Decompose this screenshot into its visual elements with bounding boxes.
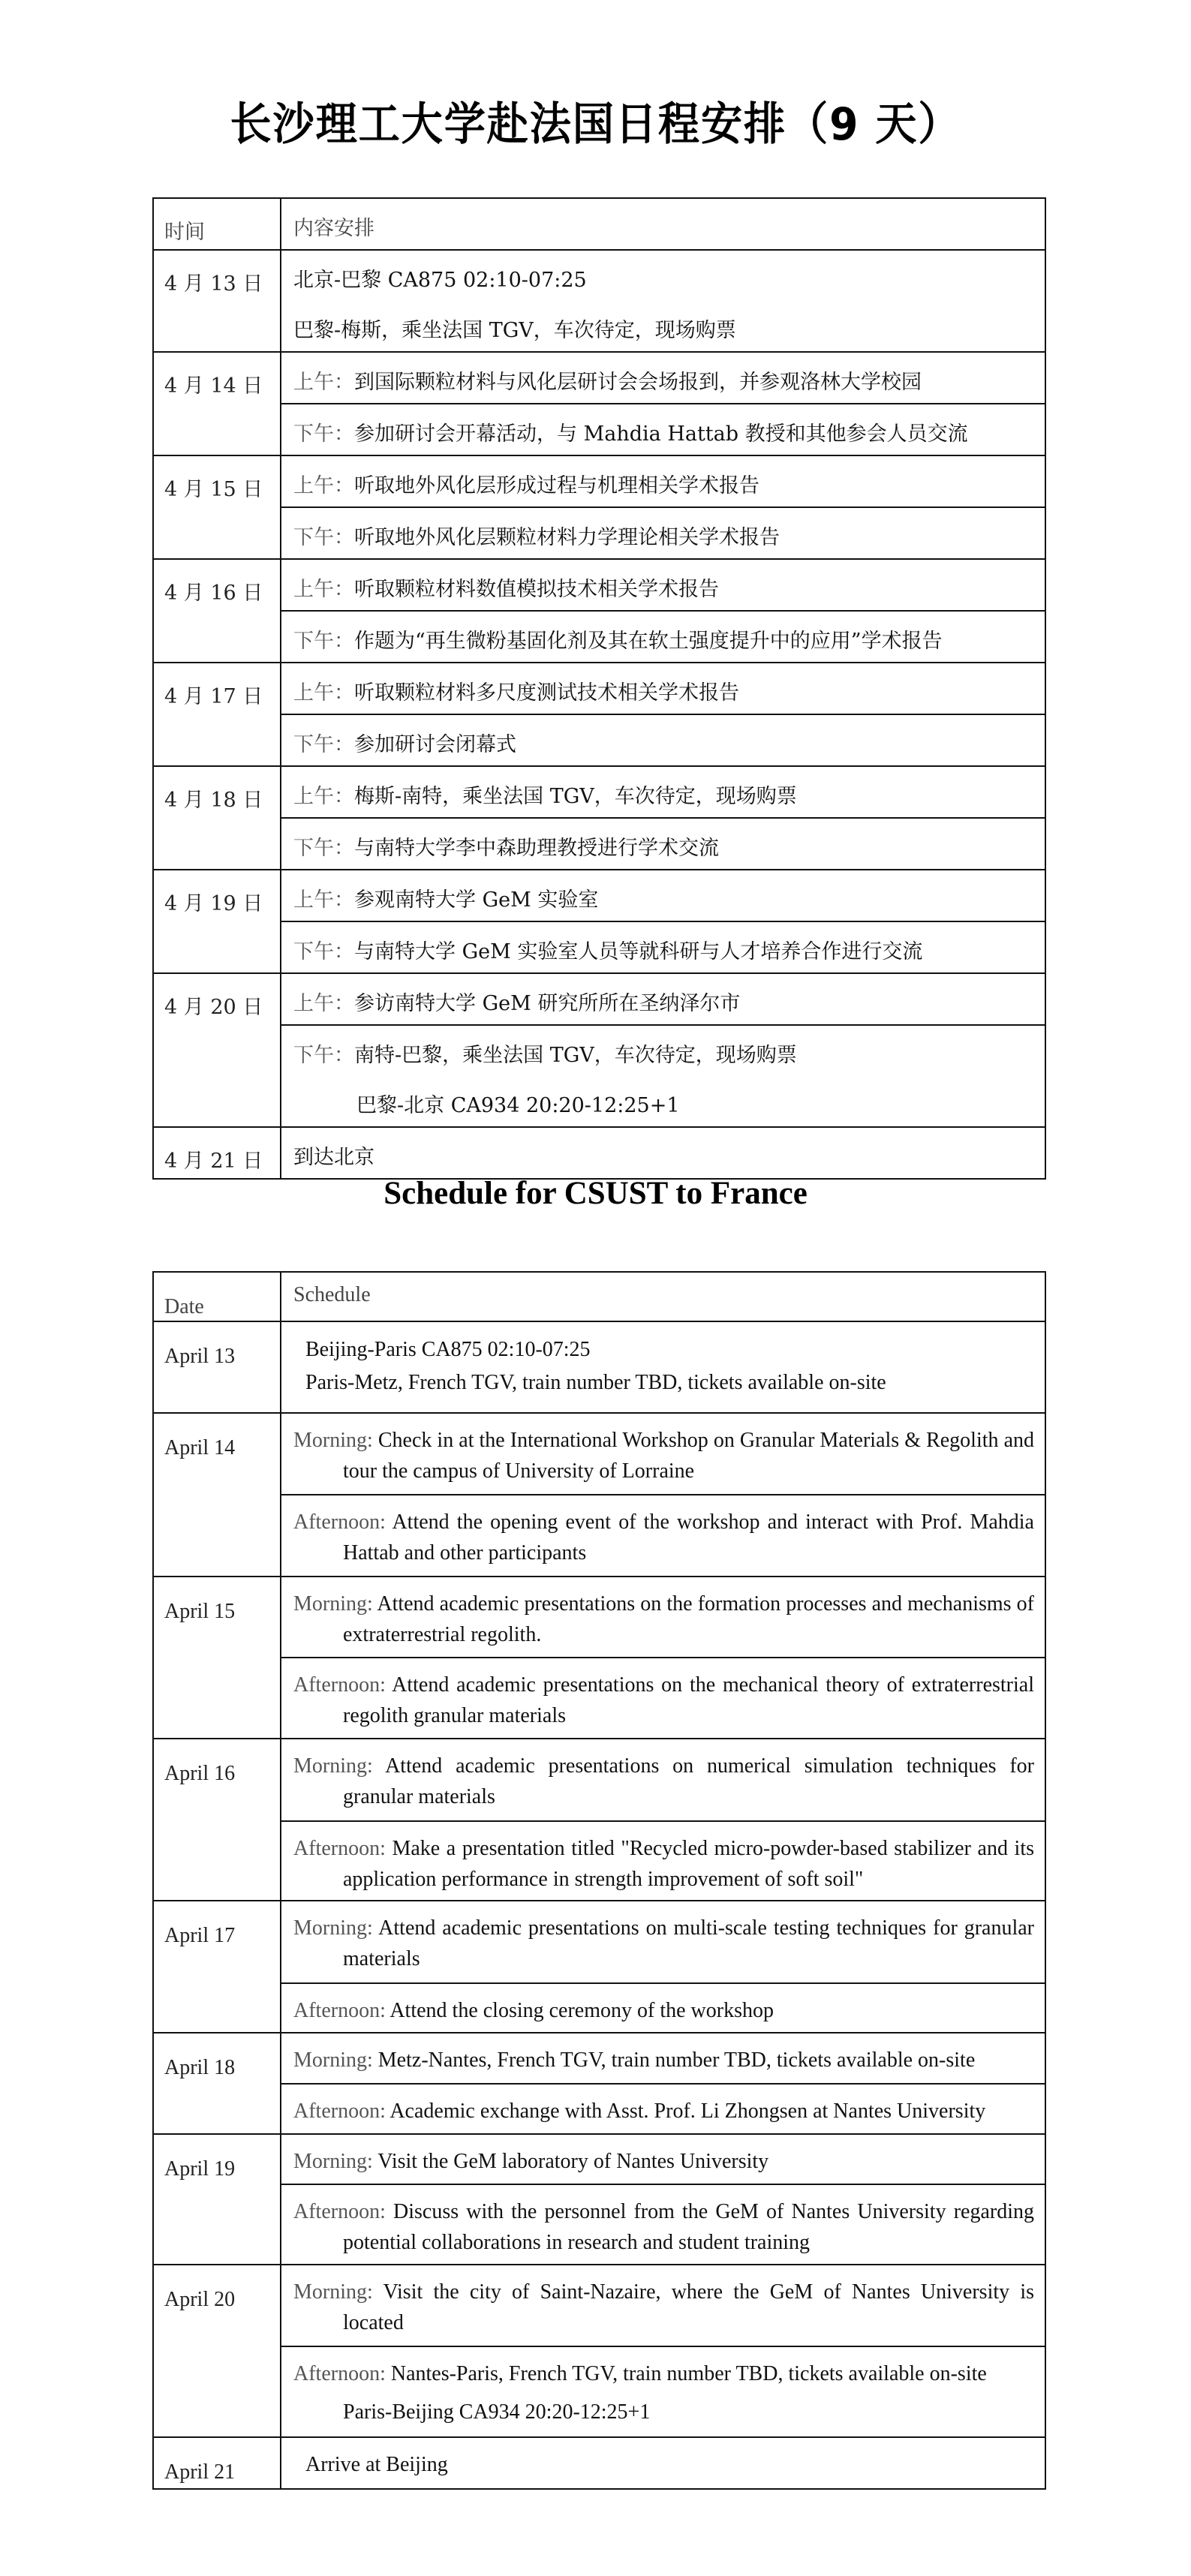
schedule-text: Academic exchange with Asst. Prof. Li Zhongsen at Nantes University	[389, 2100, 986, 2123]
schedule-text: Discuss with the personnel from the GeM of Nantes University regarding potential collaborations in research and student training	[343, 2200, 1034, 2254]
content-cell	[281, 1127, 1045, 1179]
period-label: 上午：	[293, 992, 354, 1015]
schedule-table-chinese	[152, 197, 1046, 1180]
schedule-text: Nantes-Paris, French TGV, train number TBD, tickets available on-site	[390, 2362, 987, 2385]
schedule-line	[281, 1984, 1045, 2035]
period-label: Morning:	[293, 2048, 373, 2072]
schedule-line	[281, 1495, 1045, 1577]
schedule-text: Metz-Nantes, French TGV, train number TBD, tickets available on-site	[377, 2048, 976, 2072]
table-row	[153, 2437, 1045, 2489]
content-cell	[281, 1413, 1045, 1577]
date-cell: 4 月 19 日	[153, 870, 281, 973]
schedule-block	[281, 1657, 1045, 1738]
content-cell	[281, 559, 1045, 663]
schedule-line	[281, 1901, 1045, 1983]
period-label: Morning:	[293, 1916, 373, 1940]
schedule-block	[281, 353, 1045, 403]
schedule-text: 到达北京	[293, 1146, 374, 1169]
period-label: 下午：	[293, 630, 354, 653]
schedule-block	[281, 2135, 1045, 2184]
schedule-line	[281, 301, 1045, 351]
schedule-text: Make a presentation titled "Recycled micro-powder-based stabilizer and its application performance in strength improvement of soft soil"	[343, 1837, 1034, 1891]
period-label: Afternoon:	[293, 2100, 386, 2123]
table-row	[153, 352, 1045, 455]
schedule-block	[281, 1414, 1045, 1494]
schedule-line	[281, 404, 1045, 455]
period-label: Afternoon:	[293, 2200, 386, 2223]
schedule-text: Attend academic presentations on multi-scale testing techniques for granular materials	[343, 1916, 1034, 1970]
table-row	[153, 2265, 1045, 2437]
schedule-block	[281, 1982, 1045, 2032]
date-cell: 4 月 16 日	[153, 559, 281, 663]
content-cell	[281, 2134, 1045, 2265]
period-label: Afternoon:	[293, 1673, 386, 1697]
date-cell: April 15	[153, 1577, 281, 1739]
page-title-chinese: 长沙理工大学赴法国日程安排（9 天）	[230, 98, 961, 151]
content-cell	[281, 1577, 1045, 1739]
schedule-line	[281, 612, 1045, 662]
schedule-line	[281, 663, 1045, 714]
period-label: Afternoon:	[293, 1999, 386, 2022]
period-label: 下午：	[293, 1044, 354, 1067]
header-content-label: 内容安排	[293, 217, 374, 240]
table-header-row	[153, 1272, 1045, 1321]
period-label: 上午：	[293, 785, 354, 808]
period-label: Morning:	[293, 2280, 373, 2304]
date-cell: 4 月 18 日	[153, 766, 281, 870]
schedule-line	[281, 508, 1045, 558]
table-row	[153, 1739, 1045, 1901]
schedule-text: Attend academic presentations on the mechanical theory of extraterrestrial regolith granular materials	[343, 1673, 1034, 1727]
period-label: Morning:	[293, 1754, 373, 1778]
date-cell: 4 月 21 日	[153, 1127, 281, 1179]
schedule-text: 听取地外风化层形成过程与机理相关学术报告	[354, 474, 759, 497]
schedule-text: 到国际颗粒材料与风化层研讨会会场报到，并参观洛林大学校园	[354, 371, 922, 394]
content-cell	[281, 766, 1045, 870]
schedule-block	[281, 1322, 1045, 1412]
schedule-line	[281, 767, 1045, 817]
schedule-text: Attend academic presentations on the formation processes and mechanisms of extraterrestrial regolith.	[343, 1592, 1034, 1646]
schedule-block	[281, 1901, 1045, 1982]
schedule-lines	[281, 1322, 1045, 1408]
period-label: 上午：	[293, 681, 354, 705]
schedule-block	[281, 2346, 1045, 2436]
period-label: 上午：	[293, 371, 354, 394]
schedule-line	[281, 819, 1045, 869]
schedule-line	[281, 1076, 1045, 1126]
table-row	[153, 2033, 1045, 2134]
content-cell	[281, 2033, 1045, 2134]
schedule-block	[281, 506, 1045, 558]
schedule-block	[281, 1128, 1045, 1178]
schedule-line	[281, 2265, 1045, 2347]
schedule-block	[281, 1494, 1045, 1576]
schedule-block	[281, 1739, 1045, 1820]
table-row	[153, 1577, 1045, 1739]
schedule-line	[281, 456, 1045, 506]
table-header-row	[153, 198, 1045, 250]
table-row	[153, 1127, 1045, 1179]
schedule-line	[281, 870, 1045, 921]
schedule-text: 听取颗粒材料多尺度测试技术相关学术报告	[354, 681, 739, 705]
schedule-block	[281, 560, 1045, 610]
schedule-line: Paris-Metz, French TGV, train number TBD, tickets available on-site	[305, 1371, 886, 1394]
period-label: 下午：	[293, 733, 354, 756]
schedule-line	[281, 715, 1045, 765]
date-cell: April 21	[153, 2437, 281, 2489]
date-cell: April 13	[153, 1321, 281, 1413]
content-cell	[281, 870, 1045, 973]
content-cell	[281, 352, 1045, 455]
table-row	[153, 973, 1045, 1127]
schedule-block	[281, 403, 1045, 455]
content-cell	[281, 455, 1045, 559]
table-row	[153, 1321, 1045, 1413]
schedule-line	[281, 974, 1045, 1024]
schedule-block	[281, 2184, 1045, 2264]
schedule-text: Attend the closing ceremony of the workshop	[389, 1999, 774, 2022]
table-row	[153, 766, 1045, 870]
schedule-line	[281, 251, 1045, 301]
schedule-line	[281, 1577, 1045, 1659]
schedule-block	[281, 817, 1045, 869]
schedule-text: 作题为“再生微粉基固化剂及其在软土强度提升中的应用”学术报告	[354, 630, 943, 653]
schedule-block	[281, 2265, 1045, 2346]
schedule-line	[281, 1128, 1045, 1178]
period-label: 下午：	[293, 526, 354, 549]
schedule-block	[281, 610, 1045, 662]
schedule-text: 南特-巴黎，乘坐法国 TGV，车次待定，现场购票	[354, 1044, 797, 1067]
schedule-lines	[281, 2438, 1045, 2489]
schedule-text: 巴黎-梅斯，乘坐法国 TGV，车次待定，现场购票	[293, 319, 736, 342]
schedule-text: 参加研讨会闭幕式	[354, 733, 516, 756]
period-label: 下午：	[293, 837, 354, 860]
content-cell	[281, 2437, 1045, 2489]
date-cell: 4 月 14 日	[153, 352, 281, 455]
schedule-line	[281, 560, 1045, 610]
schedule-text: Visit the GeM laboratory of Nantes University	[377, 2150, 769, 2173]
schedule-text: 北京-巴黎 CA875 02:10-07:25	[293, 269, 587, 292]
schedule-block	[281, 663, 1045, 714]
table-row	[153, 250, 1045, 352]
content-cell	[281, 663, 1045, 766]
period-label: Afternoon:	[293, 1510, 386, 1534]
table-row	[153, 2134, 1045, 2265]
schedule-line: Arrive at Beijing	[305, 2453, 448, 2476]
period-label: Morning:	[293, 1592, 373, 1616]
schedule-text: 听取颗粒材料数值模拟技术相关学术报告	[354, 578, 719, 601]
schedule-block	[281, 2033, 1045, 2083]
header-content	[281, 1272, 1045, 1321]
content-cell	[281, 1901, 1045, 2033]
schedule-text: 巴黎-北京 CA934 20:20-12:25+1	[356, 1094, 680, 1117]
schedule-line	[281, 1739, 1045, 1821]
schedule-block	[281, 1577, 1045, 1657]
date-cell: 4 月 17 日	[153, 663, 281, 766]
schedule-block	[281, 767, 1045, 817]
schedule-text: 听取地外风化层颗粒材料力学理论相关学术报告	[354, 526, 780, 549]
schedule-text: 参观南特大学 GeM 实验室	[354, 888, 599, 912]
period-label: Afternoon:	[293, 1837, 386, 1860]
schedule-table-english	[152, 1271, 1046, 2490]
period-label: 下午：	[293, 422, 354, 446]
schedule-text: 参访南特大学 GeM 研究所所在圣纳泽尔市	[354, 992, 741, 1015]
table-row	[153, 455, 1045, 559]
schedule-line	[281, 1026, 1045, 1076]
period-label: Afternoon:	[293, 2362, 386, 2385]
schedule-block	[281, 2438, 1045, 2488]
schedule-block	[281, 974, 1045, 1024]
schedule-line	[281, 2135, 1045, 2186]
period-label: 上午：	[293, 474, 354, 497]
schedule-line	[281, 353, 1045, 403]
table-row	[153, 1901, 1045, 2033]
date-cell: April 18	[153, 2033, 281, 2134]
schedule-text: Visit the city of Saint-Nazaire, where the GeM of Nantes University is located	[343, 2280, 1034, 2334]
date-cell: April 14	[153, 1413, 281, 1577]
period-label: Morning:	[293, 2150, 373, 2173]
header-content-label: Schedule	[293, 1283, 371, 1306]
period-label: 下午：	[293, 940, 354, 963]
schedule-line: Beijing-Paris CA875 02:10-07:25	[305, 1338, 591, 1361]
schedule-text: Attend academic presentations on numerical simulation techniques for granular materials	[343, 1754, 1034, 1808]
content-cell	[281, 1739, 1045, 1901]
period-label: 上午：	[293, 578, 354, 601]
schedule-text: Check in at the International Workshop on Granular Materials & Regolith and tour the campus of University of Lorraine	[343, 1429, 1034, 1483]
schedule-text: 梅斯-南特，乘坐法国 TGV，车次待定，现场购票	[354, 785, 797, 808]
content-cell	[281, 2265, 1045, 2437]
table-row	[153, 663, 1045, 766]
schedule-text: 与南特大学 GeM 实验室人员等就科研与人才培养合作进行交流	[354, 940, 923, 963]
period-label: Morning:	[293, 1429, 373, 1452]
schedule-block	[281, 251, 1045, 351]
schedule-block	[281, 714, 1045, 765]
date-cell: April 17	[153, 1901, 281, 2033]
header-date: Date	[153, 1272, 281, 1321]
schedule-line	[281, 1414, 1045, 1495]
schedule-block	[281, 921, 1045, 972]
schedule-block	[281, 1024, 1045, 1126]
schedule-line	[281, 2033, 1045, 2085]
schedule-text: 参加研讨会开幕活动，与 Mahdia Hattab 教授和其他参会人员交流	[354, 422, 968, 446]
schedule-line-extra: Paris-Beijing CA934 20:20-12:25+1	[343, 2400, 651, 2424]
content-cell	[281, 250, 1045, 352]
schedule-text: Attend the opening event of the workshop and interact with Prof. Mahdia Hattab and other participants	[343, 1510, 1034, 1565]
date-cell: April 20	[153, 2265, 281, 2437]
table-row	[153, 559, 1045, 663]
table-row	[153, 1413, 1045, 1577]
date-cell: April 19	[153, 2134, 281, 2265]
schedule-line	[281, 922, 1045, 972]
schedule-block	[281, 870, 1045, 921]
header-date: 时间	[153, 198, 281, 250]
period-label: 上午：	[293, 888, 354, 912]
table-row	[153, 870, 1045, 973]
content-cell	[281, 1321, 1045, 1413]
page-title-english: Schedule for CSUST to France	[383, 1176, 808, 1211]
date-cell: 4 月 13 日	[153, 250, 281, 352]
schedule-block	[281, 456, 1045, 506]
date-cell: April 16	[153, 1739, 281, 1901]
schedule-block	[281, 2083, 1045, 2133]
schedule-line	[281, 2085, 1045, 2136]
date-cell: 4 月 20 日	[153, 973, 281, 1127]
schedule-line	[281, 2185, 1045, 2267]
schedule-block	[281, 1820, 1045, 1900]
content-cell	[281, 973, 1045, 1127]
header-content	[281, 198, 1045, 250]
schedule-line	[281, 2347, 1045, 2398]
schedule-line	[281, 1822, 1045, 1904]
schedule-text: 与南特大学李中森助理教授进行学术交流	[354, 837, 719, 860]
date-cell: 4 月 15 日	[153, 455, 281, 559]
schedule-line	[281, 1658, 1045, 1740]
